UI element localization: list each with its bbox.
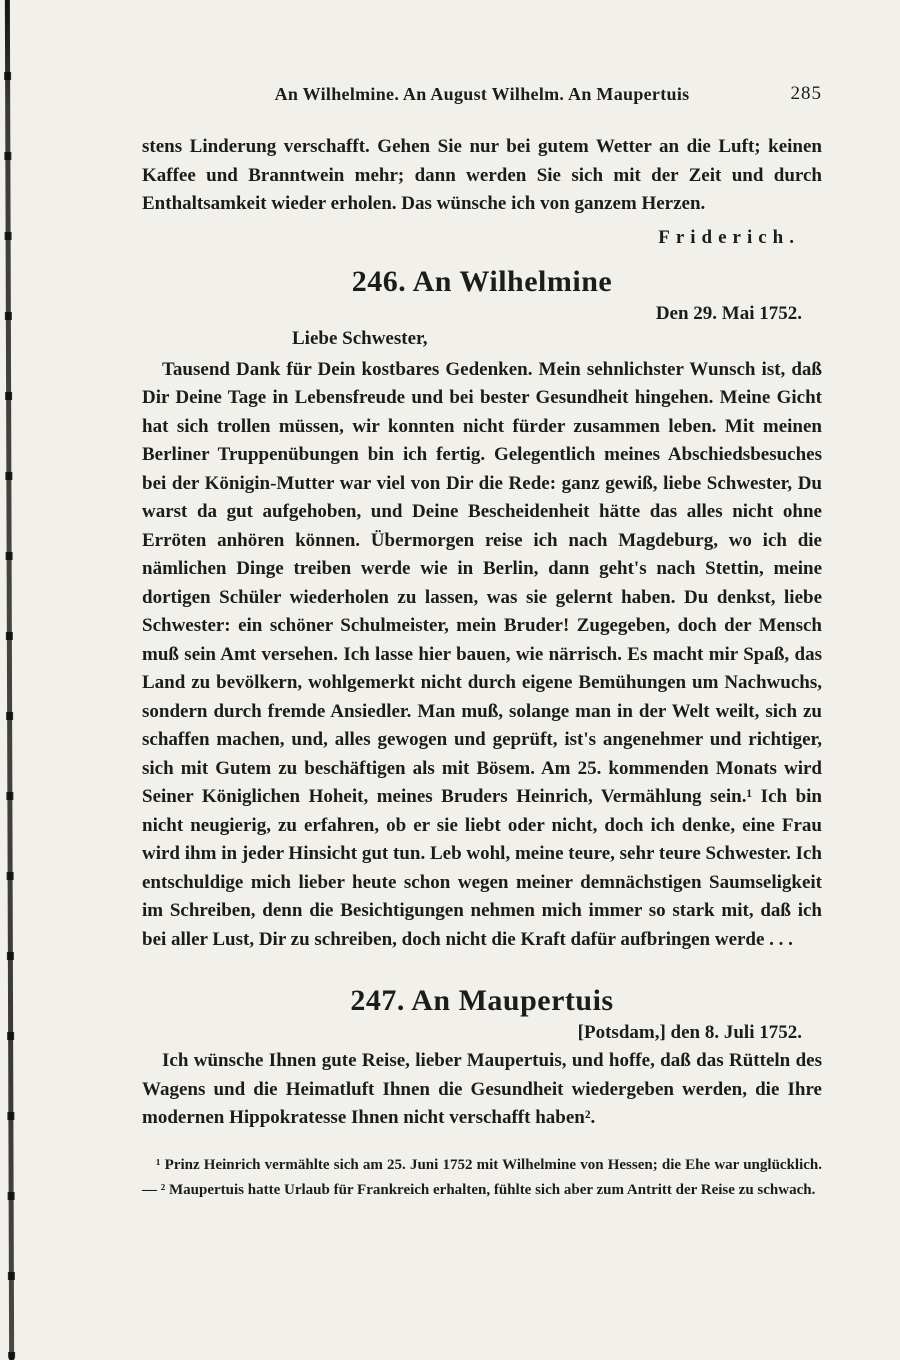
footnotes: ¹ Prinz Heinrich vermählte sich am 25. Juni 1752 mit Wilhelmine von Hessen; die Ehe war unglücklich. — ² Maupertuis hatte Urlaub für Frankreich erhalten, fühlte sich aber zum Antritt der Reise zu schwach. <box>142 1156 822 1198</box>
letter-247-heading: 247. An Maupertuis <box>350 984 614 1017</box>
running-header <box>142 84 822 105</box>
letter-247-body: Ich wünsche Ihnen gute Reise, lieber Maupertuis, und hoffe, daß das Rütteln des Wagens und die Heimatluft Ihnen die Gesundheit wiedergeben werden, die Ihre modernen Hippokratesse Ihnen nicht verschafft haben². <box>142 1050 822 1128</box>
continuation-paragraph: stens Linderung verschafft. Gehen Sie nur bei gutem Wetter an die Luft; keinen Kaffee und Branntwein mehr; dann werden Sie sich mit der Zeit und durch Enthaltsamkeit wieder erholen. Das wünsche ich von ganzem Herzen. <box>142 136 822 214</box>
letter-246-heading: 246. An Wilhelmine <box>351 264 613 298</box>
letter-246-body: Tausend Dank für Dein kostbares Gedenken. Mein sehnlichster Wunsch ist, daß Dir Deine Tage in Lebensfreude und bei bester Gesundheit hingehen. Meine Gicht hat sich trollen müssen, wir konnten nicht fürder zusammen leben. Mit meinen Berliner Truppenübungen bin ich fertig. Gelegentlich meines Abschiedsbesuches bei der Königin-Mutter war viel von Dir die Rede: ganz gewiß, liebe Schwester, Du warst da gut aufgehoben, und Deine Bescheidenheit hätte das alles nicht ohne Erröten anhören können. Übermorgen reise ich nach Magdeburg, wo ich die nämlichen Dinge treiben werde wie in Berlin, dann geht's nach Stettin, meine dortigen Schüler wiederholen zu lassen, was sie gelernt haben. Du denkst, liebe Schwester: ein schöner Schulmeister, mein Bruder! Zugegeben, doch der Mensch muß sein Amt versehen. Ich lasse hier bauen, wie närrisch. Es macht mir Spaß, das Land zu bevölkern, wohlgemerkt nicht durch eigene Bemühungen um Nachwuchs, sondern durch fremde Ansiedler. Man muß, solange man in der Welt weilt, sich zu schaffen machen, und, alles gewogen und geprüft, ist's angenehmer und richtiger, sich mit Gutem zu beschäftigen als mit Bösem. Am 25. kommenden Monats wird Seiner Königlichen Hoheit, meines Bruders Heinrich, Vermählung sein.¹ Ich bin nicht neugierig, zu erfahren, ob er sie liebt oder nicht, doch ich denke, eine Frau wird ihm in jeder Hinsicht gut tun. Leb wohl, meine teure, sehr teure Schwester. Ich entschuldige mich lieber heute schon wegen meiner demnächstigen Saumseligkeit im Schreiben, denn die Besichtigungen nehmen mich immer so stark mit, daß ich bei aller Lust, Dir zu schreiben, doch nicht die Kraft dafür aufbringen werde . . . <box>142 358 822 950</box>
letter-signature: Friderich. <box>658 226 800 248</box>
letter-246-salutation: Liebe Schwester, <box>292 327 428 349</box>
running-header-title: An Wilhelmine. An August Wilhelm. An Maupertuis <box>274 84 690 104</box>
page-number: 285 <box>790 83 822 104</box>
letter-247-dateline: [Potsdam,] den 8. Juli 1752. <box>577 1022 802 1043</box>
page-binding-edge <box>5 0 14 1360</box>
page-text-block <box>142 84 822 1203</box>
letter-246-dateline: Den 29. Mai 1752. <box>655 302 802 324</box>
